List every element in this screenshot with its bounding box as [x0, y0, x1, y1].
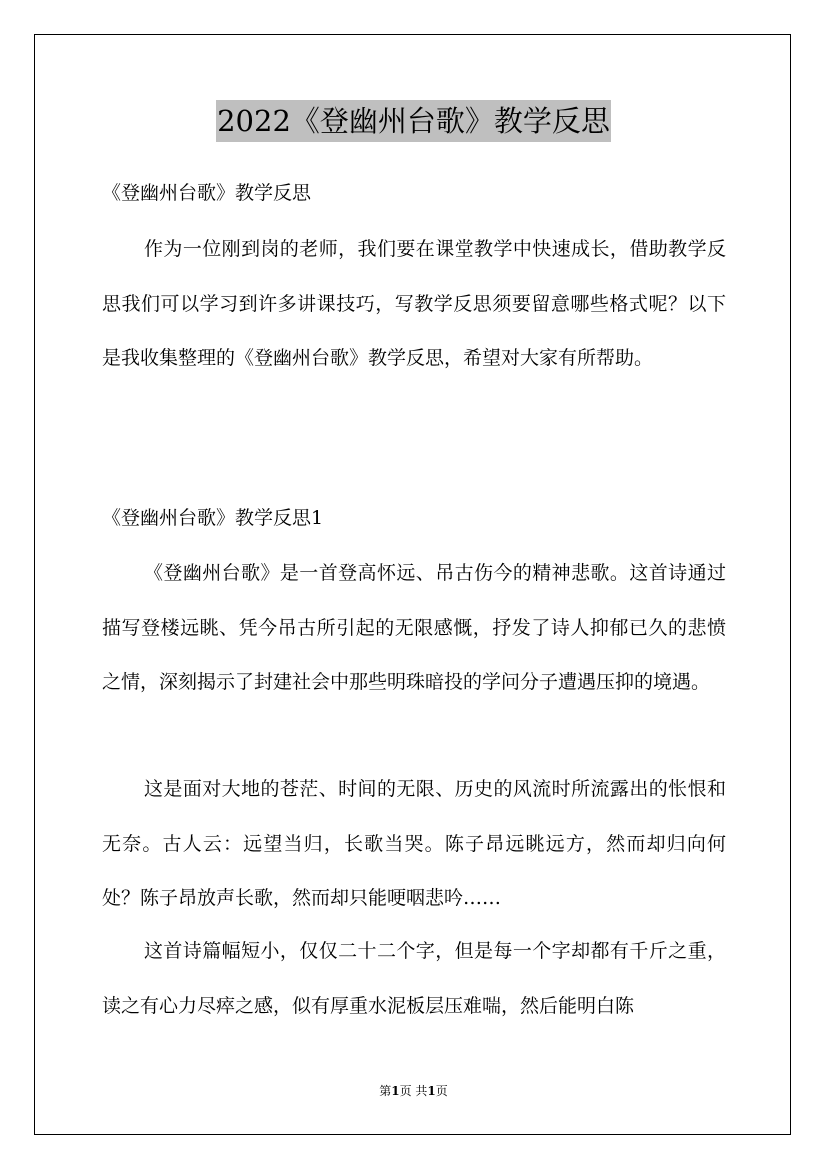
title-wrap [0, 100, 827, 142]
footer-page-mid: 页 共 [399, 1084, 428, 1098]
document-title: 2022《登幽州台歌》教学反思 [216, 100, 611, 142]
body-paragraph-1: 《登幽州台歌》是一首登高怀远、吊古伤今的精神悲歌。这首诗通过描写登楼远眺、凭今吊古所引起的无限感慨，抒发了诗人抑郁已久的悲愤之情，深刻揭示了封建社会中那些明珠暗投的学问分子遭遇压抑的境遇。 [102, 562, 726, 693]
document-subtitle: 《登幽州台歌》教学反思 [102, 182, 312, 204]
page-footer [0, 1083, 827, 1099]
body-paragraph-2: 这是面对大地的苍茫、时间的无限、历史的风流时所流露出的怅恨和无奈。古人云：远望当归，长歌当哭。陈子昂远眺远方，然而却归向何处？陈子昂放声长歌，然而却只能哽咽悲吟…… [102, 778, 726, 909]
intro-paragraph: 作为一位刚到岗的老师，我们要在课堂教学中快速成长，借助教学反思我们可以学习到许多讲课技巧，写教学反思须要留意哪些格式呢？以下是我收集整理的《登幽州台歌》教学反思，希望对大家有所帮助。 [102, 238, 726, 369]
footer-page-current: 1 [391, 1084, 400, 1098]
footer-page-total: 1 [427, 1084, 436, 1098]
section-heading: 《登幽州台歌》教学反思1 [102, 507, 324, 529]
footer-page-suffix: 页 [435, 1084, 448, 1098]
body-paragraph-3: 这首诗篇幅短小，仅仅二十二个字，但是每一个字却都有千斤之重，读之有心力尽瘁之感，似有厚重水泥板层压难喘，然后能明白陈 [102, 940, 726, 1017]
footer-page-prefix: 第 [379, 1084, 392, 1098]
